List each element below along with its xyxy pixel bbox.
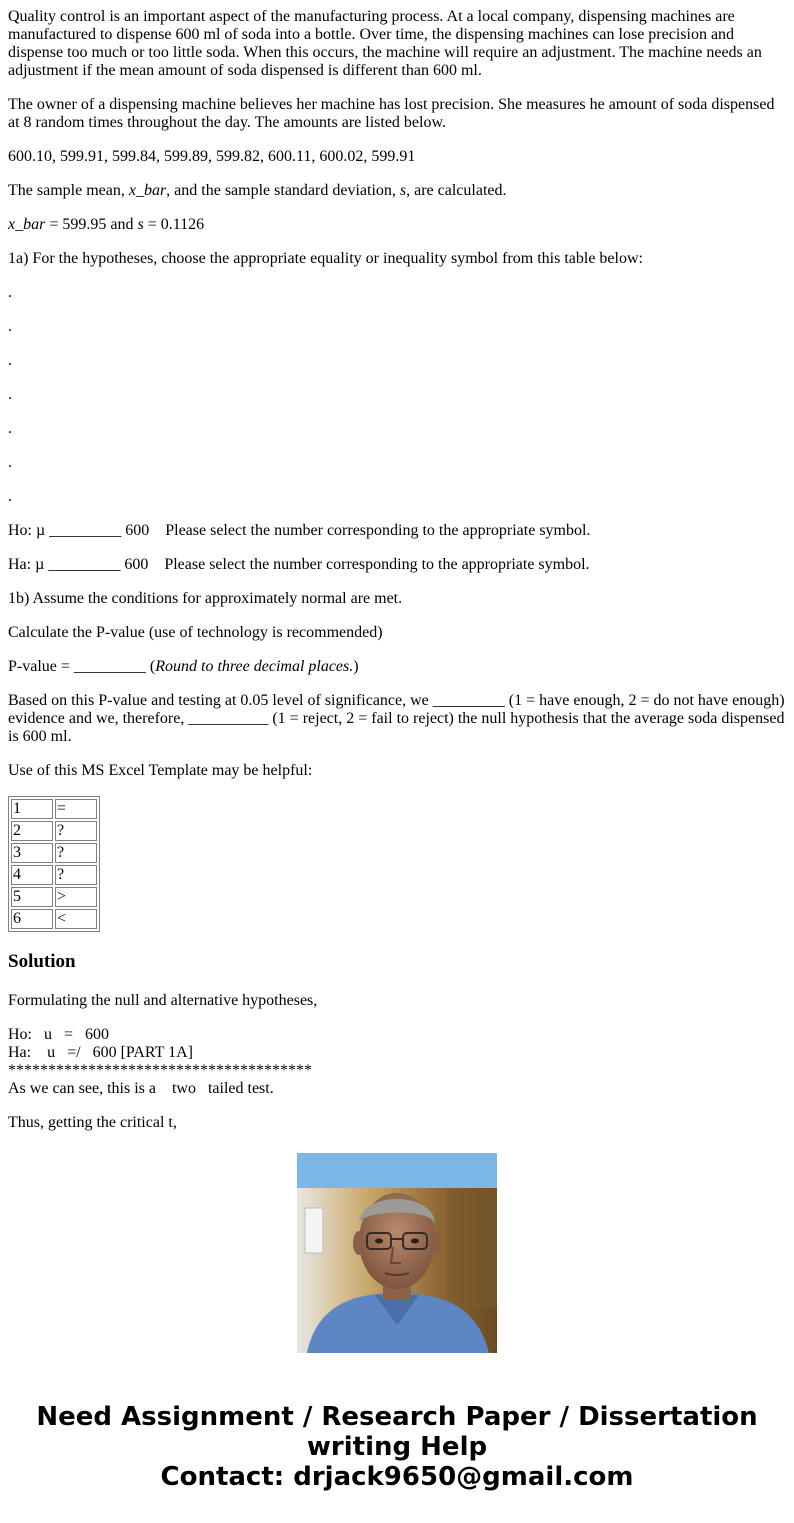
portrait-image [297, 1153, 497, 1353]
question-1a: 1a) For the hypotheses, choose the appropriate equality or inequality symbol from this table below: [8, 250, 643, 267]
table-row [11, 909, 97, 929]
text-span: The sample mean, [8, 182, 129, 199]
question-1b: 1b) Assume the conditions for approximately normal are met. [8, 590, 403, 607]
symbol-value: < [55, 909, 97, 929]
assignment-help-banner [0, 1402, 794, 1492]
spacer-dot: . [8, 420, 12, 437]
text-span: = 599.95 and [45, 216, 138, 233]
spacer-dot: . [8, 352, 12, 369]
table-row [11, 843, 97, 863]
solution-heading: Solution [8, 951, 76, 972]
owner-paragraph: The owner of a dispensing machine believes her machine has lost precision. She measures he amount of soda dispensed at 8 random times throughout the day. The amounts are listed below. [8, 96, 775, 131]
spacer-dot: . [8, 488, 12, 505]
text-span: ) [353, 658, 359, 675]
document-content [8, 0, 786, 1131]
banner-line-1: Need Assignment / Research Paper / Dissertation [36, 1402, 758, 1432]
calculate-instruction: Calculate the P-value (use of technology is recommended) [8, 624, 383, 641]
table-row [11, 887, 97, 907]
truncated-line: Thus, getting the critical t, [8, 1114, 177, 1131]
s-symbol: s [399, 182, 407, 199]
symbol-value: ? [55, 843, 97, 863]
text-span: = 0.1126 [143, 216, 205, 233]
solution-ho: Ho: u = 600 [8, 1026, 110, 1043]
solution-ha: Ha: u =/ 600 [PART 1A] [8, 1044, 193, 1061]
symbol-number: 3 [11, 843, 53, 863]
spacer-dot: . [8, 318, 12, 335]
table-row [11, 865, 97, 885]
intro-paragraph: Quality control is an important aspect of the manufacturing process. At a local company, dispensing machines are manufactured to dispense 600 ml of soda into a bottle. Over time, the dispensing machines can lose precision and dispense too much or too little soda. When this occurs, the machine will require an adjustment. The machine needs an adjustment if the mean amount of soda dispensed is different than 600 ml. [8, 8, 762, 79]
conclusion-question: Based on this P-value and testing at 0.05 level of significance, we _________ (1 = have enough, 2 = do not have enough) evidence and we, therefore, __________ (1 = reject, 2 = fail to reject) the null hypothesis that the average soda dispensed is 600 ml. [8, 692, 785, 745]
spacer-dot: . [8, 454, 12, 471]
pvalue-line [8, 658, 786, 676]
null-hypothesis-line: Ho: µ _________ 600 Please select the number corresponding to the appropriate symbol. [8, 522, 591, 539]
table-row [11, 821, 97, 841]
text-span: , and the sample standard deviation, [166, 182, 400, 199]
symbol-value: ? [55, 865, 97, 885]
two-tailed-note: As we can see, this is a two tailed test. [8, 1080, 274, 1097]
symbol-table [8, 796, 100, 932]
separator-stars: ************************************** [8, 1062, 312, 1079]
spacer-dot: . [8, 284, 12, 301]
amounts-list: 600.10, 599.91, 599.84, 599.89, 599.82, 600.11, 600.02, 599.91 [8, 148, 416, 165]
text-span: P-value = _________ ( [8, 658, 156, 675]
excel-template-note: Use of this MS Excel Template may be helpful: [8, 762, 313, 779]
rounding-note: Round to three decimal places. [155, 658, 354, 675]
text-span: , are calculated. [406, 182, 507, 199]
sample-stats-sentence [8, 182, 786, 200]
contact-line: Contact: drjack9650@gmail.com [160, 1462, 634, 1492]
symbol-value: = [55, 799, 97, 819]
symbol-number: 4 [11, 865, 53, 885]
solution-intro: Formulating the null and alternative hypotheses, [8, 992, 318, 1009]
spacer-dot: . [8, 386, 12, 403]
symbol-number: 6 [11, 909, 53, 929]
tutor-photo [297, 1153, 497, 1353]
alternative-hypothesis-line: Ha: µ _________ 600 Please select the number corresponding to the appropriate symbol. [8, 556, 590, 573]
xbar-symbol: x_bar [8, 216, 46, 233]
symbol-value: > [55, 887, 97, 907]
banner-line-2: writing Help [306, 1432, 488, 1462]
solution-section [8, 951, 786, 1131]
spacer [8, 1098, 786, 1114]
spacer-dots [8, 284, 786, 506]
symbol-value: ? [55, 821, 97, 841]
table-row [11, 799, 97, 819]
symbol-number: 5 [11, 887, 53, 907]
xbar-symbol: x_bar [128, 182, 167, 199]
s-symbol: s [137, 216, 144, 233]
sample-stats-values [8, 216, 786, 234]
symbol-number: 2 [11, 821, 53, 841]
symbol-number: 1 [11, 799, 53, 819]
